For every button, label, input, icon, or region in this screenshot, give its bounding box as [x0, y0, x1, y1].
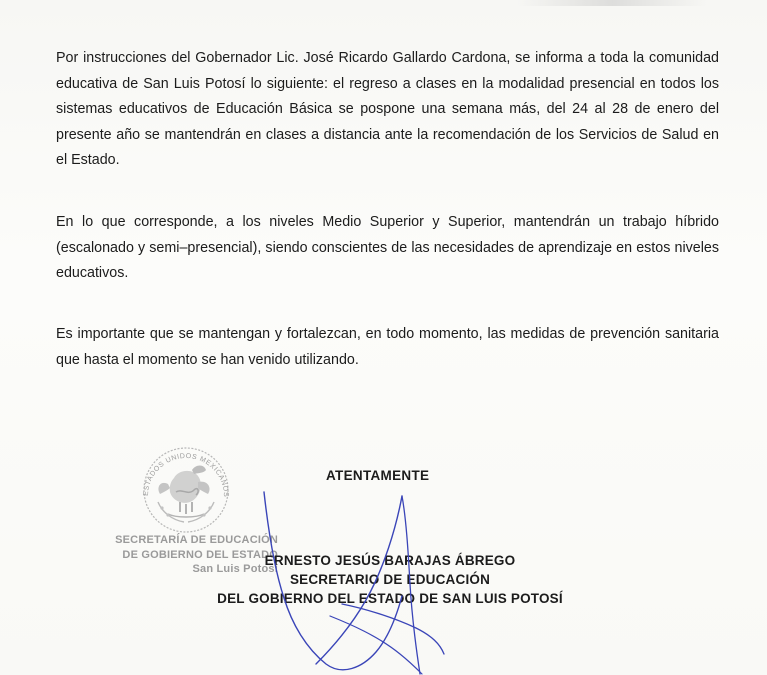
closing-salutation: ATENTAMENTE: [326, 468, 430, 483]
signatory-block: [180, 551, 600, 608]
department-line-1: SECRETARÍA DE EDUCACIÓN: [115, 534, 278, 546]
paragraph-higher-education: En lo que corresponde, a los niveles Medio Superior y Superior, mantendrán un trabajo híbrido (escalonado y semi–presencial), siendo conscientes de las necesidades de aprendizaje en estos niveles educativos.: [56, 214, 719, 281]
signatory-name: ERNESTO JESÚS BARAJAS ÁBREGO: [264, 553, 516, 568]
department-line-3: San Luis Potosí: [192, 563, 278, 575]
paragraph-prevention: Es importante que se mantengan y fortalezcan, en todo momento, las medidas de prevención sanitaria que hasta el momento se han venido utilizando.: [56, 326, 719, 368]
signatory-affiliation: DEL GOBIERNO DEL ESTADO DE SAN LUIS POTOSÍ: [217, 591, 563, 606]
signatory-title: SECRETARIO DE EDUCACIÓN: [289, 572, 491, 587]
paragraph-announcement: Por instrucciones del Gobernador Lic. José Ricardo Gallardo Cardona, se informa a toda la comunidad educativa de San Luis Potosí lo siguiente: el regreso a clases en la modalidad presencial en todos los sistemas educativos de Educación Básica se pospone una semana más, del 24 al 28 de enero del presente año se mantendrán en clases a distancia ante la recomendación de los Servicios de Salud en el Estado.: [56, 50, 719, 168]
department-line-2: DE GOBIERNO DEL ESTADO: [122, 548, 278, 561]
mexican-coat-of-arms-seal-icon: [134, 440, 238, 534]
top-edge-mark: [517, 0, 707, 6]
seal-ring-text: ESTADOS UNIDOS MEXICANOS: [142, 452, 230, 498]
